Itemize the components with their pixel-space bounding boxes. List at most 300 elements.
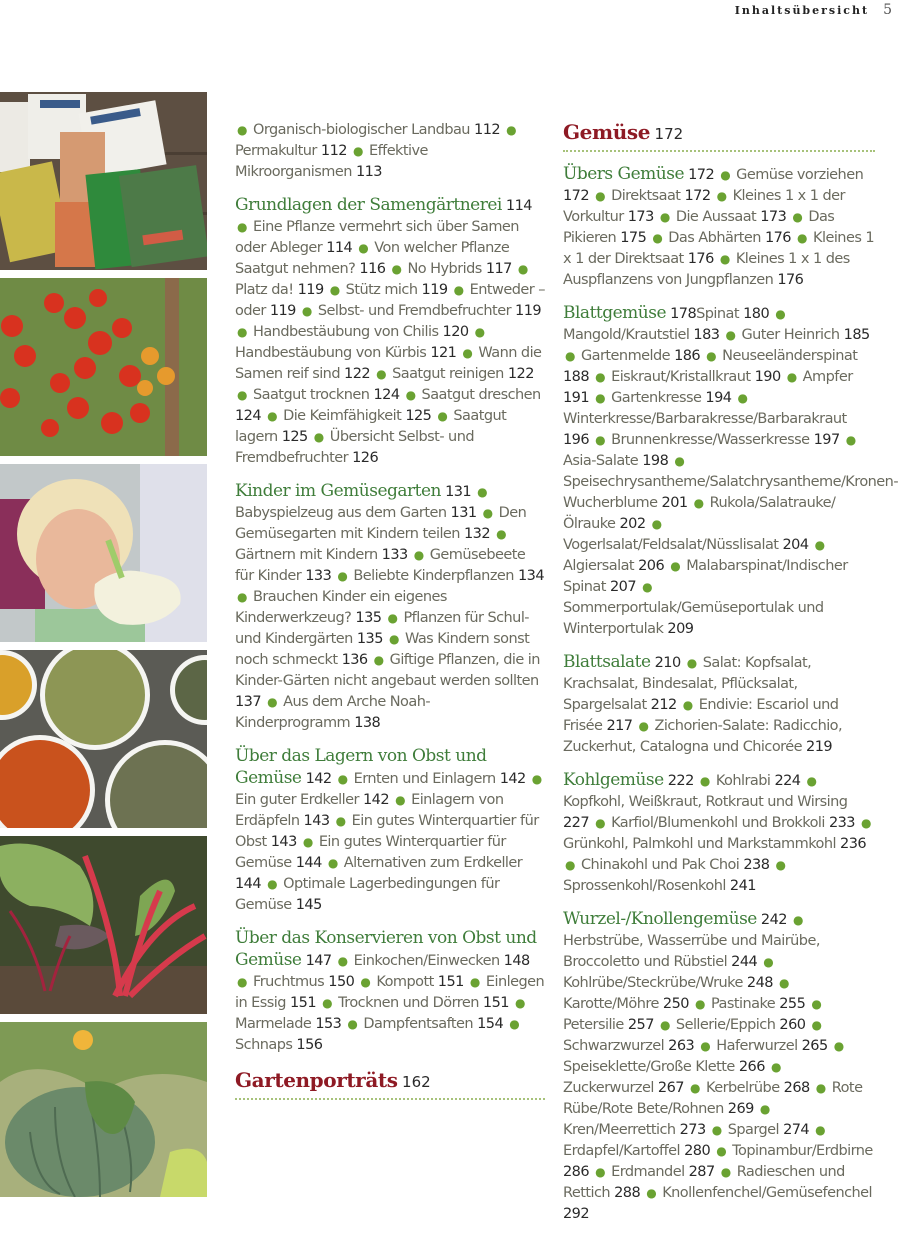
toc-item-title[interactable]: Einlegen in Essig (235, 974, 545, 1011)
toc-item-title[interactable]: Gemüsebeete für Kinder (235, 547, 526, 584)
bullet-icon: ● (700, 1039, 711, 1053)
toc-item-page[interactable]: 150 (328, 974, 355, 990)
toc-item-page[interactable]: 248 (746, 975, 773, 991)
bullet-icon: ● (482, 506, 493, 520)
toc-item-page[interactable]: 196 (563, 432, 590, 448)
toc-item-page[interactable]: 219 (806, 739, 833, 755)
toc-section (235, 746, 545, 916)
toc-item-page[interactable]: 135 (355, 610, 382, 626)
bullet-icon: ● (469, 975, 480, 989)
toc-item-page[interactable]: 126 (352, 450, 379, 466)
toc-item-page[interactable]: 133 (381, 547, 408, 563)
toc-item-title[interactable]: Topinambur/Erdbirne (732, 1143, 873, 1159)
bullet-icon: ● (327, 856, 338, 870)
toc-item-page[interactable]: 114 (326, 240, 353, 256)
bullet-icon: ● (347, 1017, 358, 1031)
toc-item-page[interactable]: 269 (727, 1101, 754, 1117)
toc-item-title[interactable]: Den Gemüsegarten mit Kindern teilen (235, 505, 527, 542)
toc-item-title[interactable]: Das Pikieren (563, 209, 835, 246)
bullet-icon: ● (642, 580, 652, 594)
toc-item-page[interactable]: 121 (430, 345, 457, 361)
toc-item-page[interactable]: 148 (503, 953, 530, 969)
toc-item-page[interactable]: 143 (303, 813, 330, 829)
toc-item-title[interactable]: Eine Pflanze vermehrt sich über Samen oder Ableger (235, 219, 519, 256)
toc-item-page[interactable]: 153 (315, 1016, 342, 1032)
bullet-icon: ● (763, 955, 774, 969)
toc-item-title[interactable]: Stütz mich (345, 282, 418, 298)
toc-item-page[interactable]: 280 (684, 1143, 711, 1159)
toc-item-title[interactable]: Organisch-biologischer Landbau (252, 122, 470, 138)
toc-section (563, 770, 875, 897)
bullet-icon: ● (595, 816, 606, 830)
bullet-icon: ● (373, 653, 384, 667)
toc-item-page[interactable]: 257 (627, 1017, 654, 1033)
toc-item-page[interactable]: 286 (563, 1164, 590, 1180)
toc-item-page[interactable]: 190 (754, 369, 781, 385)
toc-item-title[interactable]: Selbst- und Fremdbefruchter (317, 303, 511, 319)
toc-item-title[interactable]: Entweder – oder (235, 282, 545, 319)
toc-item-page[interactable]: 265 (801, 1038, 828, 1054)
toc-item-page[interactable]: 268 (783, 1080, 810, 1096)
bullet-icon: ● (322, 996, 333, 1010)
toc-item-page[interactable]: 238 (743, 857, 770, 873)
toc-item-page[interactable]: 233 (828, 815, 855, 831)
bullet-icon: ● (638, 719, 649, 733)
toc-section-heading[interactable]: Wurzel-/Knollengemüse (563, 909, 757, 929)
toc-item-page[interactable]: 236 (840, 836, 867, 852)
toc-item-title[interactable]: Das Abhärten (668, 230, 761, 246)
toc-item-title[interactable]: Babyspielzeug aus dem Garten (235, 505, 447, 521)
toc-section (235, 928, 545, 1056)
toc-item-page[interactable]: 176 (687, 251, 714, 267)
bullet-icon: ● (313, 430, 324, 444)
toc-item-page[interactable]: 156 (296, 1037, 323, 1053)
toc-item-title[interactable]: Handbestäubung von Kürbis (235, 345, 427, 361)
toc-item-title[interactable]: Grünkohl, Palmkohl und Markstammkohl (563, 836, 836, 852)
toc-item-page[interactable]: 176 (764, 230, 791, 246)
bullet-icon: ● (699, 774, 710, 788)
toc-item-page[interactable]: 116 (359, 261, 386, 277)
toc-item-title[interactable]: Beliebte Kinderpflanzen (353, 568, 514, 584)
toc-section-heading[interactable]: Kohlgemüse (563, 770, 664, 790)
toc-item-title[interactable]: Petersilie (563, 1017, 624, 1033)
toc-item-title[interactable]: Gartenmelde (580, 348, 671, 364)
bullet-icon: ● (814, 538, 825, 552)
chapter-page[interactable]: 172 (654, 125, 684, 143)
bullet-icon: ● (725, 328, 736, 342)
bullet-icon: ● (720, 1165, 731, 1179)
bullet-icon: ● (517, 262, 528, 276)
bullet-icon: ● (387, 611, 398, 625)
toc-item-title[interactable]: Knollenfenchel/Gemüsefenchel (662, 1185, 873, 1201)
toc-item-title[interactable]: Übersicht Selbst- und Fremdbefruchter (235, 429, 474, 466)
bullet-icon: ● (811, 997, 822, 1011)
toc-item-page[interactable]: 131 (450, 505, 477, 521)
chapter-title[interactable]: Gartenporträts (235, 1068, 398, 1092)
toc-item-title[interactable]: Haferwurzel (716, 1038, 798, 1054)
toc-item-title[interactable]: Endivie: Escariol und Frisée (563, 697, 839, 734)
toc-item-title[interactable]: Sellerie/Eppich (675, 1017, 776, 1033)
bullet-icon: ● (267, 409, 278, 423)
toc-item-title[interactable]: Kopfkohl, Weißkraut, Rotkraut und Wirsing (563, 794, 848, 810)
toc-item-title[interactable]: Saatgut trocknen (252, 387, 370, 403)
toc-item-page[interactable]: 113 (355, 164, 382, 180)
toc-item-title[interactable]: Von welcher Pflanze Saatgut nehmen? (235, 240, 510, 277)
toc-section-heading[interactable]: Blattgemüse (563, 303, 667, 323)
toc-item-page[interactable]: 202 (619, 516, 646, 532)
toc-section-page[interactable]: 222 (667, 773, 694, 789)
bullet-icon: ● (786, 370, 797, 384)
toc-item-page[interactable]: 134 (517, 568, 544, 584)
toc-section-heading[interactable]: Grundlagen der Samengärtnerei (235, 195, 502, 215)
toc-item-page[interactable]: 144 (295, 855, 322, 871)
toc-item-title[interactable]: Kohlrübe/Steckrübe/Wruke (563, 975, 743, 991)
bullet-icon: ● (395, 793, 406, 807)
toc-item-page[interactable]: 122 (507, 366, 534, 382)
toc-item-title[interactable]: Ein gutes Winterquartier für Gemüse (235, 834, 506, 871)
toc-item-title[interactable]: Malabarspinat/Indischer Spinat (563, 558, 848, 595)
toc-item-page[interactable]: 176 (777, 272, 804, 288)
toc-item-title[interactable]: Trocknen und Dörren (338, 995, 479, 1011)
toc-item-page[interactable]: 112 (320, 143, 347, 159)
toc-item-page[interactable]: 172 (684, 188, 711, 204)
toc-item-page[interactable]: 173 (760, 209, 787, 225)
toc-continuation (235, 120, 545, 183)
toc-item-title[interactable]: Herbstrübe, Wasserrübe und Mairübe, Broccoletto und Rübstiel (563, 933, 820, 970)
red-chard-photo (0, 836, 207, 1014)
bullet-icon: ● (462, 346, 473, 360)
toc-item-title[interactable]: Dampfentsaften (363, 1016, 474, 1032)
toc-section-page[interactable]: 242 (760, 912, 787, 928)
toc-item-title[interactable]: Eiskraut/Kristallkraut (611, 369, 751, 385)
toc-item-page[interactable]: 175 (620, 230, 647, 246)
toc-item-page[interactable]: 288 (614, 1185, 641, 1201)
toc-item-title[interactable]: Guter Heinrich (741, 327, 840, 343)
toc-item-title[interactable]: Vogerlsalat/Feldsalat/Nüsslisalat (563, 537, 779, 553)
toc-item-page[interactable]: 119 (421, 282, 448, 298)
toc-item-title[interactable]: Wann die Samen reif sind (235, 345, 542, 382)
running-head-title: Inhaltsübersicht (734, 3, 870, 17)
bullet-icon: ● (686, 656, 697, 670)
toc-item-page[interactable]: 117 (485, 261, 512, 277)
bullet-icon: ● (659, 210, 670, 224)
toc-item-title[interactable]: Karotte/Möhre (563, 996, 659, 1012)
toc-section-heading[interactable]: Über das Lagern von Obst und Gemüse (235, 746, 487, 788)
cherry-tomatoes-photo (0, 278, 207, 456)
toc-item-page[interactable]: 133 (305, 568, 332, 584)
toc-item-title[interactable]: Gärtnern mit Kindern (235, 547, 378, 563)
bullet-icon: ● (652, 231, 663, 245)
toc-item-title[interactable]: Chinakohl und Pak Choi (580, 857, 740, 873)
toc-item-title[interactable]: Zuckerwurzel (563, 1080, 654, 1096)
toc-item-page[interactable]: 119 (269, 303, 296, 319)
toc-item-title[interactable]: Sprossenkohl/Rosenkohl (563, 878, 726, 894)
bullet-icon: ● (237, 325, 247, 339)
bullet-icon: ● (792, 210, 803, 224)
toc-item-title[interactable]: Saatgut reinigen (392, 366, 504, 382)
toc-item-title[interactable]: Ein guter Erdkeller (235, 792, 359, 808)
toc-section-page[interactable]: 172 (688, 167, 715, 183)
toc-item-title[interactable]: No Hybrids (407, 261, 482, 277)
bullet-icon: ● (358, 241, 369, 255)
toc-item-page[interactable]: 119 (515, 303, 542, 319)
toc-section-heading[interactable]: Übers Gemüse (563, 164, 685, 184)
toc-item-title[interactable]: Ampfer (802, 369, 853, 385)
toc-item-page[interactable]: 143 (270, 834, 297, 850)
toc-item-title[interactable]: Mangold/Krautstiel (563, 327, 690, 343)
toc-item-title[interactable]: Speisechrysantheme/Salatchrysantheme/Kronen-Wucherblume (563, 474, 899, 511)
toc-item-title[interactable]: Ernten und Einlagern (353, 771, 496, 787)
toc-item-title[interactable]: Sommerportulak/Gemüseportulak und Winterportulak (563, 600, 824, 637)
toc-item-title[interactable]: Karfiol/Blumenkohl und Brokkoli (611, 815, 825, 831)
toc-section (563, 303, 899, 640)
bullet-icon: ● (595, 370, 606, 384)
toc-item-title[interactable]: Kleines 1 x 1 der Vorkultur (563, 188, 845, 225)
toc-item-page[interactable]: 250 (662, 996, 689, 1012)
bullet-icon: ● (720, 168, 731, 182)
toc-item-title[interactable]: Algiersalat (563, 558, 635, 574)
toc-item-page[interactable]: 172 (563, 188, 590, 204)
toc-item-page[interactable]: 212 (650, 697, 677, 713)
toc-item-page[interactable]: 180 (743, 306, 770, 322)
toc-item-page[interactable]: 188 (563, 369, 590, 385)
bullet-icon: ● (388, 632, 399, 646)
bullet-icon: ● (237, 388, 247, 402)
bullet-icon: ● (793, 913, 803, 927)
toc-section (235, 481, 545, 734)
bullet-icon: ● (659, 1018, 670, 1032)
toc-item-title[interactable]: Kohlrabi (715, 773, 771, 789)
toc-item-page[interactable]: 241 (729, 878, 756, 894)
toc-item-title[interactable]: Spargel (727, 1122, 779, 1138)
chapter-heading-block (235, 1068, 545, 1100)
bullet-icon: ● (775, 858, 786, 872)
bullet-icon: ● (811, 1018, 822, 1032)
toc-item-title[interactable]: Kompott (376, 974, 434, 990)
toc-item-title[interactable]: Direktsaat (611, 188, 681, 204)
toc-item-title[interactable]: Pflanzen für Schul- und Kindergärten (235, 610, 529, 647)
bullet-icon: ● (759, 1102, 770, 1116)
toc-item-page[interactable]: 206 (638, 558, 665, 574)
toc-item-title[interactable]: Asia-Salate (563, 453, 639, 469)
toc-item-page[interactable]: 204 (782, 537, 809, 553)
toc-item-title[interactable]: Einlagern von Erdäpfeln (235, 792, 504, 829)
bullet-icon: ● (646, 1186, 657, 1200)
toc-item-page[interactable]: 191 (563, 390, 590, 406)
bullet-icon: ● (778, 976, 789, 990)
toc-item-title[interactable]: Schwarzwurzel (563, 1038, 665, 1054)
toc-item-title[interactable]: Saatgut dreschen (421, 387, 541, 403)
bullet-icon: ● (496, 527, 507, 541)
toc-item-title[interactable]: Kren/Meerrettich (563, 1122, 676, 1138)
bullet-icon: ● (267, 695, 278, 709)
toc-item-page[interactable]: 112 (474, 122, 501, 138)
toc-item-page[interactable]: 185 (843, 327, 870, 343)
toc-item-page[interactable]: 224 (774, 773, 801, 789)
toc-item-page[interactable]: 173 (627, 209, 654, 225)
toc-section-page[interactable]: 131 (445, 484, 472, 500)
toc-item-page[interactable]: 120 (442, 324, 469, 340)
bullet-icon: ● (595, 189, 606, 203)
toc-section-heading[interactable]: Über das Konservieren von Obst und Gemüse (235, 928, 537, 970)
toc-item-title[interactable]: Ein gutes Winterquartier für Obst (235, 813, 539, 850)
toc-item-page[interactable]: 135 (356, 631, 383, 647)
toc-item-page[interactable]: 137 (235, 694, 262, 710)
toc-item-title[interactable]: Salat: Kopfsalat, Krachsalat, Bindesalat, Pflücksalat, Spargelsalat (563, 655, 812, 713)
toc-item-page[interactable]: 145 (295, 897, 322, 913)
bullet-icon: ● (770, 1060, 781, 1074)
chapter-page[interactable]: 162 (402, 1073, 431, 1091)
toc-item-title[interactable]: Optimale Lagerbedingungen für Gemüse (235, 876, 500, 913)
toc-item-page[interactable]: 266 (738, 1059, 765, 1075)
toc-item-title[interactable]: Saatgut lagern (235, 408, 507, 445)
bullet-icon: ● (237, 590, 247, 604)
toc-item-page[interactable]: 124 (373, 387, 400, 403)
toc-item-page[interactable]: 274 (783, 1122, 810, 1138)
toc-item-page[interactable]: 198 (642, 453, 669, 469)
bullet-icon: ● (302, 835, 313, 849)
toc-item-title[interactable]: Speiseklette/Große Klette (563, 1059, 735, 1075)
toc-item-title[interactable]: Rukola/Salatrauke/Ölrauke (563, 495, 836, 532)
toc-item-title[interactable]: Alternativen zum Erdkeller (343, 855, 523, 871)
bullet-icon: ● (711, 1123, 722, 1137)
bullet-icon: ● (693, 496, 704, 510)
toc-item-page[interactable]: 273 (679, 1122, 706, 1138)
bullet-icon: ● (474, 325, 485, 339)
toc-item-title[interactable]: Gemüse vorziehen (736, 167, 864, 183)
toc-item-title[interactable]: Fruchtmus (252, 974, 325, 990)
toc-section-heading[interactable]: Blattsalate (563, 652, 651, 672)
toc-item-title[interactable]: Aus dem Arche Noah-Kinderprogramm (235, 694, 431, 731)
toc-section-page[interactable]: 147 (305, 953, 332, 969)
bullet-icon: ● (690, 1081, 700, 1095)
toc-section-page[interactable]: 142 (305, 771, 332, 787)
toc-item-page[interactable]: 136 (341, 652, 368, 668)
toc-item-page[interactable]: 138 (354, 715, 381, 731)
toc-item-page[interactable]: 124 (235, 408, 262, 424)
toc-item-page[interactable]: 142 (363, 792, 390, 808)
toc-item-title[interactable]: Erdapfel/Kartoffel (563, 1143, 681, 1159)
bullet-icon: ● (845, 433, 856, 447)
pumpkin-photo (0, 1022, 207, 1197)
toc-item-page[interactable]: 287 (688, 1164, 715, 1180)
toc-item-title[interactable]: Die Keimfähigkeit (283, 408, 402, 424)
toc-item-page[interactable]: 292 (563, 1206, 590, 1222)
toc-item-title[interactable]: Die Aussaat (675, 209, 757, 225)
toc-item-title[interactable]: Platz da! (235, 282, 294, 298)
toc-item-page[interactable]: 142 (499, 771, 526, 787)
toc-item-page[interactable]: 201 (661, 495, 688, 511)
toc-item-title[interactable]: Rote Rübe/Rote Bete/Rohnen (563, 1080, 863, 1117)
toc-item-title[interactable]: Winterkresse/Barbarakresse/Barbarakraut (563, 411, 847, 427)
bullet-icon: ● (515, 996, 525, 1010)
chapter-title[interactable]: Gemüse (563, 120, 651, 144)
toc-section (563, 909, 875, 1225)
toc-item-title[interactable]: Kerbelrübe (705, 1080, 780, 1096)
toc-middle-column (235, 120, 545, 1112)
toc-item-page[interactable]: 183 (693, 327, 720, 343)
toc-item-title[interactable]: Permakultur (235, 143, 317, 159)
bullet-icon: ● (352, 144, 363, 158)
toc-item-page[interactable]: 125 (405, 408, 432, 424)
toc-section-page[interactable]: 114 (505, 198, 532, 214)
toc-item-page[interactable]: 194 (705, 390, 732, 406)
toc-item-page[interactable]: 227 (563, 815, 590, 831)
bullet-icon: ● (391, 262, 402, 276)
toc-item-title[interactable]: Giftige Pflanzen, die in Kinder-Gärten nicht angebaut werden sollten (235, 652, 540, 689)
bullet-icon: ● (595, 1165, 606, 1179)
toc-item-page[interactable]: 260 (779, 1017, 806, 1033)
toc-section-page[interactable]: 210 (654, 655, 681, 671)
toc-section (235, 195, 545, 469)
toc-item-page[interactable]: 209 (667, 621, 694, 637)
bullet-icon: ● (376, 367, 387, 381)
toc-item-title[interactable]: Einkochen/Einwecken (353, 953, 500, 969)
bullet-icon: ● (531, 772, 542, 786)
toc-item-page[interactable]: 125 (281, 429, 308, 445)
toc-item-page[interactable]: 267 (657, 1080, 684, 1096)
toc-item-title[interactable]: Was Kindern sonst noch schmeckt (235, 631, 530, 668)
toc-item-page[interactable]: 151 (482, 995, 509, 1011)
toc-item-title[interactable]: Radieschen und Rettich (563, 1164, 845, 1201)
bullet-icon: ● (716, 1144, 727, 1158)
bullet-icon: ● (337, 569, 348, 583)
running-head (735, 0, 900, 20)
toc-item-title[interactable]: Pastinake (710, 996, 776, 1012)
toc-item-title[interactable]: Brauchen Kinder ein eigenes Kinderwerkzeug? (235, 589, 447, 626)
bullet-icon: ● (437, 409, 448, 423)
toc-item-page[interactable]: 186 (674, 348, 701, 364)
toc-item-title[interactable]: Kleines 1 x 1 der Direktsaat (563, 230, 875, 267)
toc-item-page[interactable]: 197 (813, 432, 840, 448)
toc-item-title[interactable]: Brunnenkresse/Wasserkresse (611, 432, 810, 448)
bullet-icon: ● (595, 391, 606, 405)
toc-item-page[interactable]: 122 (344, 366, 371, 382)
seed-packets-photo (0, 92, 207, 270)
toc-section-heading[interactable]: Kinder im Gemüsegarten (235, 481, 441, 501)
drying-herbs-photo (0, 650, 207, 828)
toc-item-title[interactable]: Schnaps (235, 1037, 293, 1053)
toc-item-page[interactable]: 263 (668, 1038, 695, 1054)
bullet-icon: ● (477, 485, 488, 499)
toc-item-page[interactable]: 255 (779, 996, 806, 1012)
bullet-icon: ● (565, 858, 575, 872)
toc-item-title[interactable]: Gartenkresse (611, 390, 702, 406)
toc-item-title[interactable]: Spinat (696, 306, 740, 322)
toc-item-title[interactable]: Neuseeländerspinat (722, 348, 858, 364)
bullet-icon: ● (806, 774, 817, 788)
bullet-icon: ● (719, 252, 730, 266)
toc-item-page[interactable]: 132 (464, 526, 491, 542)
toc-item-title[interactable]: Kleines 1 x 1 des Auspflanzens von Jungpflanzen (563, 251, 850, 288)
toc-item-page[interactable]: 207 (609, 579, 636, 595)
toc-item-page[interactable]: 154 (477, 1016, 504, 1032)
bullet-icon: ● (405, 388, 416, 402)
toc-item-title[interactable]: Handbestäubung von Chilis (252, 324, 439, 340)
toc-item-title[interactable]: Marmelade (235, 1016, 312, 1032)
toc-item-page[interactable]: 217 (606, 718, 633, 734)
toc-item-title[interactable]: Effektive Mikroorganismen (235, 143, 428, 180)
bullet-icon: ● (674, 454, 685, 468)
toc-item-page[interactable]: 244 (731, 954, 758, 970)
toc-item-page[interactable]: 151 (290, 995, 317, 1011)
toc-item-page[interactable]: 151 (437, 974, 464, 990)
toc-item-title[interactable]: Erdmandel (611, 1164, 685, 1180)
toc-section-page[interactable]: 178 (670, 306, 697, 322)
toc-item-page[interactable]: 119 (297, 282, 324, 298)
toc-item-title[interactable]: Zichorien-Salate: Radicchio, Zuckerhut, Catalogna und Chicorée (563, 718, 843, 755)
toc-item-page[interactable]: 144 (235, 876, 262, 892)
